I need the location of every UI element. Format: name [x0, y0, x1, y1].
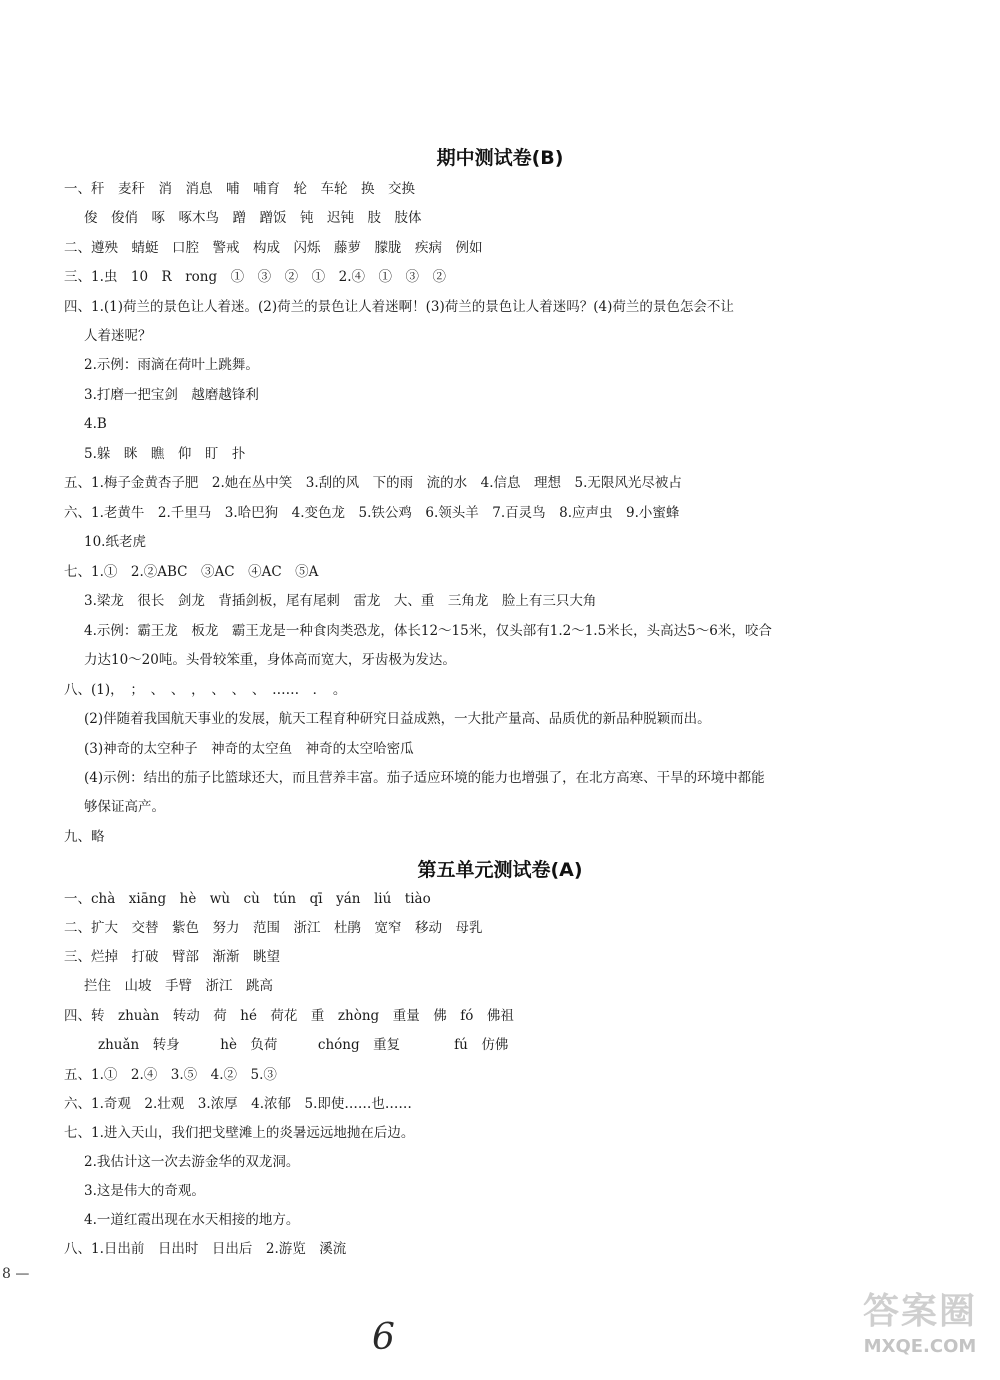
answer-line: 九、略 — [64, 829, 105, 845]
answer-line: 一、chà xiāng hè wù cù tún qī yán liú tiào — [64, 891, 431, 907]
answer-line: 六、1.奇观 2.壮观 3.浓厚 4.浓郁 5.即使……也…… — [64, 1096, 412, 1112]
answer-line: 3.这是伟大的奇观。 — [84, 1183, 205, 1199]
page-number: 8 — — [2, 1266, 30, 1282]
answer-line: 一、秆 麦秆 消 消息 哺 哺育 轮 车轮 换 交换 — [64, 181, 415, 197]
answer-line: zhuǎn 转身 hè 负荷 chóng 重复 fú 仿佛 — [98, 1037, 509, 1053]
answer-line: 六、1.老黄牛 2.千里马 3.哈巴狗 4.变色龙 5.铁公鸡 6.领头羊 7.百灵鸟 8.应声虫 9.小蜜蜂 — [64, 505, 680, 521]
watermark-site: MXQE.COM — [863, 1336, 977, 1357]
answer-line: 够保证高产。 — [84, 799, 165, 815]
answer-line: 10.纸老虎 — [84, 534, 146, 550]
answer-line: 三、烂掉 打破 臂部 渐渐 眺望 — [64, 949, 280, 965]
answer-line: 八、1.日出前 日出时 日出后 2.游览 溪流 — [64, 1241, 347, 1257]
answer-line: (2)伴随着我国航天事业的发展，航天工程育种研究日益成熟，一大批产量高、品质优的新品种脱颖而出。 — [84, 711, 711, 727]
answer-line: 五、1.梅子金黄杏子肥 2.她在丛中笑 3.刮的风 下的雨 流的水 4.信息 理想 5.无限风光尽被占 — [64, 475, 682, 491]
answer-line: 四、1.(1)荷兰的景色让人着迷。(2)荷兰的景色让人着迷啊！(3)荷兰的景色让人着迷吗？(4)荷兰的景色怎会不让 — [64, 299, 734, 315]
answer-line: 拦住 山坡 手臂 浙江 跳高 — [84, 978, 273, 994]
answer-line: 二、遵殃 蜻蜓 口腔 警戒 构成 闪烁 藤萝 朦胧 疾病 例如 — [64, 240, 483, 256]
answer-line: 五、1.① 2.④ 3.⑤ 4.② 5.③ — [64, 1067, 277, 1083]
answer-line: 5.躲 眯 瞧 仰 盯 扑 — [84, 446, 246, 462]
answer-line: 4.B — [84, 416, 107, 432]
answer-line: 力达10～20吨。头骨较笨重，身体高而宽大，牙齿极为发达。 — [84, 652, 456, 668]
section-title-midterm-b: 期中测试卷(B) — [436, 147, 564, 169]
answer-line: 二、扩大 交替 紫色 努力 范围 浙江 杜鹃 宽窄 移动 母乳 — [64, 920, 483, 936]
answer-line: 三、1.虫 10 R rong ① ③ ② ① 2.④ ① ③ ② — [64, 269, 447, 285]
watermark-logo-icon: 答案圈 — [862, 1291, 977, 1332]
answer-line: 2.示例：雨滴在荷叶上跳舞。 — [84, 357, 259, 373]
answer-line: 4.一道红霞出现在水天相接的地方。 — [84, 1212, 300, 1228]
answer-line: 四、转 zhuàn 转动 荷 hé 荷花 重 zhòng 重量 佛 fó 佛祖 — [64, 1008, 514, 1024]
answer-line: 俊 俊俏 啄 啄木鸟 蹭 蹭饭 钝 迟钝 肢 肢体 — [84, 210, 422, 226]
section-title-unit5-a: 第五单元测试卷(A) — [417, 859, 583, 881]
answer-line: 七、1.① 2.②ABC ③AC ④AC ⑤A — [64, 564, 319, 580]
answer-line: 八、(1)， ； 、 、 ， 、 、 、 …… ． 。 — [64, 682, 347, 698]
answer-line: 2.我估计这一次去游金华的双龙洞。 — [84, 1154, 300, 1170]
answer-line: 4.示例：霸王龙 板龙 霸王龙是一种食肉类恐龙，体长12～15米，仅头部有1.2～1.5米长，头高达5～6米，咬合 — [84, 623, 772, 639]
answer-line: 人着迷呢？ — [84, 328, 152, 344]
answer-line: 3.打磨一把宝剑 越磨越锋利 — [84, 387, 259, 403]
watermark — [850, 1290, 990, 1370]
answer-line: (4)示例：结出的茄子比篮球还大，而且营养丰富。茄子适应环境的能力也增强了，在北方高寒、干旱的环境中都能 — [84, 770, 765, 786]
answer-line: (3)神奇的太空种子 神奇的太空鱼 神奇的太空哈密瓜 — [84, 741, 414, 757]
answer-line: 七、1.进入天山，我们把戈壁滩上的炎暑远远地抛在后边。 — [64, 1125, 415, 1141]
answer-line: 3.梁龙 很长 剑龙 背插剑板，尾有尾刺 雷龙 大、重 三角龙 脸上有三只大角 — [84, 593, 597, 609]
handwritten-mark: 6 — [372, 1317, 395, 1358]
